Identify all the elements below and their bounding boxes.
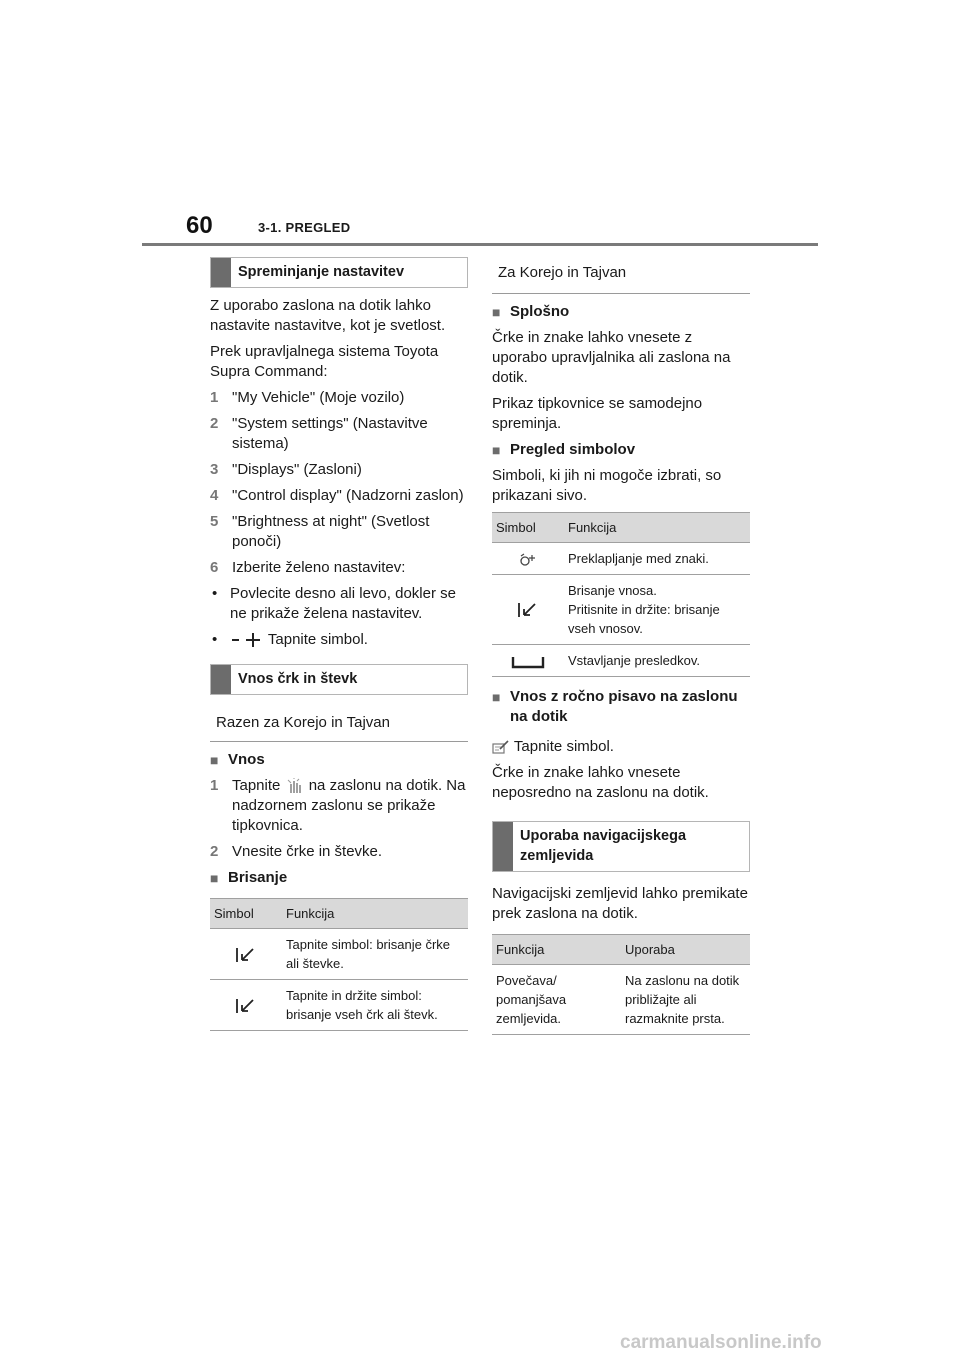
space-bar-icon [511, 655, 545, 669]
step-6: 6 Izberite želeno nastavitev: [210, 559, 406, 576]
paragraph: Prikaz tipkovnice se samodejno spreminja. [492, 395, 703, 432]
paragraph: Navigacijski zemljevid lahko premikate prek zaslona na dotik. [492, 885, 748, 922]
section-title: Vnos črk in števk [238, 671, 358, 687]
table-cell: Vstavljanje presledkov. [564, 645, 750, 677]
table-row [492, 543, 750, 575]
subheading: ■ Vnos z ročno pisavo na zaslonu na dotik [492, 688, 738, 725]
column-header: Simbol [492, 513, 564, 543]
column-header: Simbol [210, 899, 282, 929]
backspace-icon [235, 946, 257, 964]
paragraph: Črke in znake lahko vnesete z uporabo upravljalnika ali zaslona na dotik. [492, 329, 731, 386]
section-title: Spreminjanje nastavitev [238, 264, 405, 280]
section-settings [210, 257, 468, 288]
table-header [492, 513, 750, 543]
table-header [210, 899, 468, 929]
table-row [492, 645, 750, 677]
step-1: 1 "My Vehicle" (Moje vozilo) [210, 389, 405, 406]
left-column [210, 257, 468, 1039]
map-function-table [492, 934, 750, 1035]
right-column [492, 257, 750, 1043]
column-header: Uporaba [621, 935, 750, 965]
character-switch-icon [518, 552, 538, 568]
backspace-icon [235, 997, 257, 1015]
section-bar [493, 822, 513, 871]
header-rule [142, 243, 818, 246]
table-row [492, 575, 750, 645]
section-bar [211, 665, 231, 694]
table-row [210, 929, 468, 980]
bullet-item: • Tapnite simbol. [212, 631, 368, 648]
backspace-icon [517, 601, 539, 619]
section-navigation [492, 821, 750, 872]
subheading: ■ Pregled simbolov [492, 441, 636, 458]
page-number: 60 [186, 212, 213, 239]
chapter-title: 3-1. PREGLED [258, 220, 351, 235]
table-header [492, 935, 750, 965]
table-row [210, 980, 468, 1031]
delete-symbol-table [210, 898, 468, 1031]
table-cell: Tapnite in držite simbol: brisanje vseh črk ali števk. [282, 980, 468, 1031]
subheading: ■ Brisanje [210, 869, 288, 886]
watermark: carmanualsonline.info [620, 1332, 822, 1353]
step-4: 4 "Control display" (Nadzorni zaslon) [210, 487, 464, 504]
section-bar [211, 258, 231, 287]
paragraph: Prek upravljalnega sistema Toyota Supra Command: [210, 343, 439, 380]
section-input [210, 664, 468, 695]
table-cell: Tapnite simbol: brisanje črke ali števke. [282, 929, 468, 980]
step-3: 3 "Displays" (Zasloni) [210, 461, 362, 478]
step-2: 2 "System settings" (Nastavitve sistema) [210, 415, 428, 452]
vnos-step-1: 1 Tapnite na zaslonu na dotik. Na nadzornem zaslonu se prikaže tipkovnica. [210, 777, 466, 834]
symbol-overview-table [492, 512, 750, 677]
minus-plus-icon [230, 633, 264, 647]
subheading: ■ Vnos [210, 751, 265, 768]
paragraph: Tapnite simbol. [492, 737, 750, 757]
column-header: Funkcija [282, 899, 468, 929]
column-header: Funkcija [564, 513, 750, 543]
subsection-label: Razen za Korejo in Tajvan [210, 709, 468, 742]
paragraph: Z uporabo zaslona na dotik lahko nastavite nastavitve, kot je svetlost. [210, 297, 446, 334]
subsection-label: Za Korejo in Tajvan [492, 257, 750, 294]
table-cell: Preklapljanje med znaki. [564, 543, 750, 575]
table-cell: Povečava/ pomanjšava zemljevida. [492, 965, 621, 1035]
table-row [492, 965, 750, 1035]
subheading: ■ Splošno [492, 303, 570, 320]
paragraph: Simboli, ki jih ni mogoče izbrati, so prikazani sivo. [492, 467, 722, 504]
paragraph: Črke in znake lahko vnesete neposredno na zaslonu na dotik. [492, 764, 709, 801]
handwriting-icon [492, 739, 510, 755]
table-cell: Na zaslonu na dotik približajte ali razmaknite prsta. [621, 965, 750, 1035]
step-5: 5 "Brightness at night" (Svetlost ponoči) [210, 513, 430, 550]
column-header: Funkcija [492, 935, 621, 965]
section-title: Uporaba navigacijskega zemljevida [520, 828, 687, 864]
vnos-step-2: 2 Vnesite črke in števke. [210, 843, 383, 860]
table-cell: Brisanje vnosa. Pritisnite in držite: brisanje vseh vnosov. [564, 575, 750, 645]
bullet-item: • Povlecite desno ali levo, dokler se ne prikaže želena nastavitev. [212, 585, 456, 622]
touch-hand-icon [285, 777, 305, 795]
